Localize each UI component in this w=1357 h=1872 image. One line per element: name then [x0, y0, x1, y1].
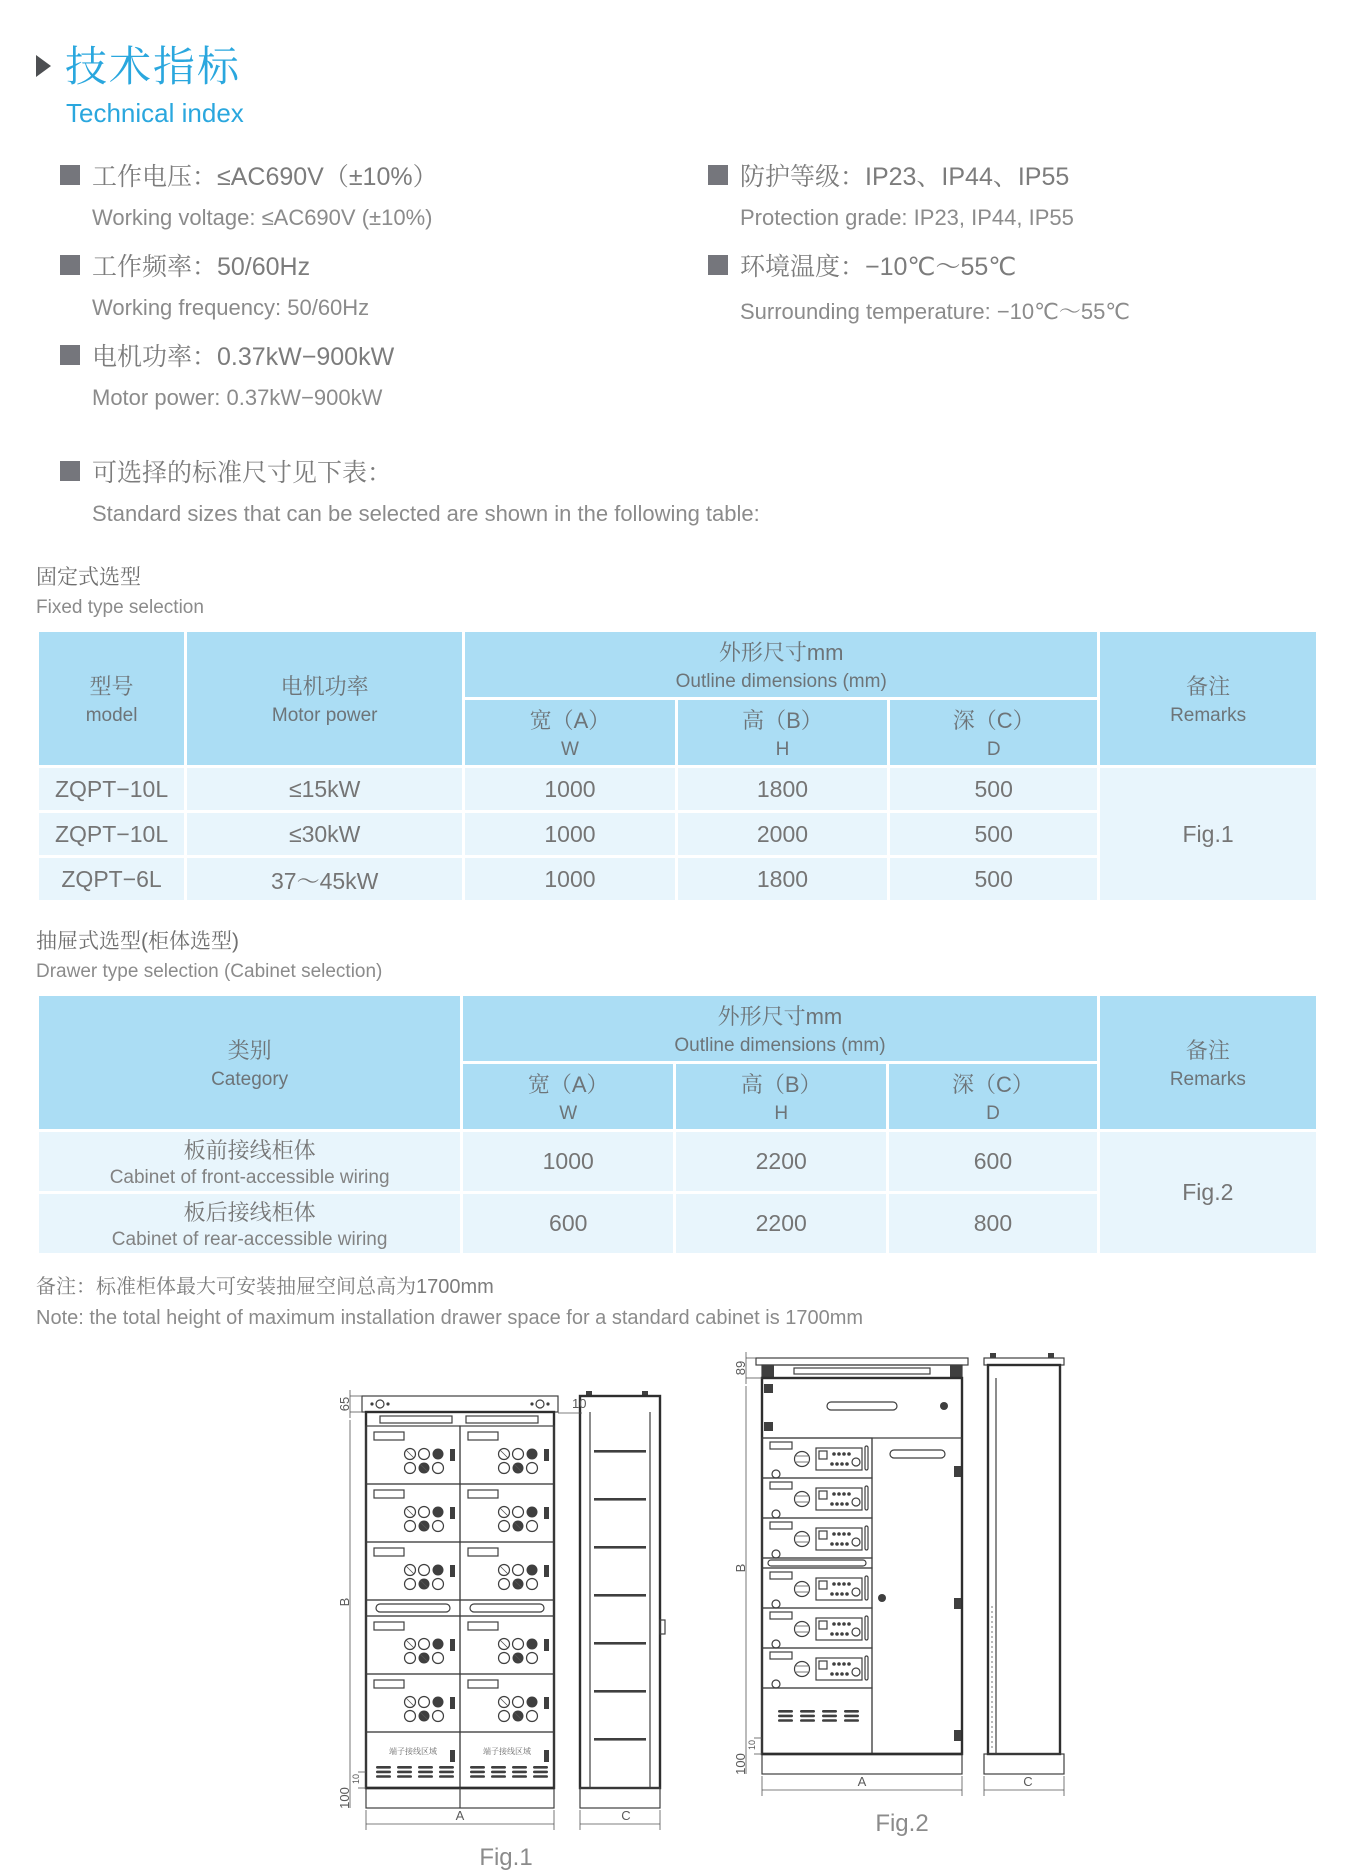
- figures-row: [336, 1346, 1321, 1872]
- cell-remark: Fig.2: [1100, 1132, 1316, 1253]
- section-label-en: Fixed type selection: [36, 597, 204, 618]
- cell-width: 1000: [465, 768, 674, 810]
- bullet-square-icon: [708, 255, 728, 275]
- spec-en-text: Standard sizes that can be selected are shown in the following table:: [92, 501, 760, 526]
- drawer-type-table: [36, 993, 1319, 1256]
- header-zh: 外形尺寸mm: [718, 640, 844, 665]
- spec-list: [36, 157, 1321, 427]
- col-header-depth: [890, 700, 1097, 765]
- fig2-dim-100: 100: [733, 1753, 748, 1775]
- fixed-type-table: [36, 629, 1319, 903]
- header-en: W: [561, 739, 579, 760]
- cell-power: ≤30kW: [187, 813, 462, 855]
- spec-en-text: Surrounding temperature: −10℃～55℃: [740, 299, 1131, 324]
- fig1-drawing: [336, 1380, 676, 1838]
- header-en: Motor power: [271, 705, 378, 726]
- page-title-zh: 技术指标: [65, 43, 242, 90]
- bullet-square-icon: [60, 255, 80, 275]
- header-en: Remarks: [1170, 705, 1247, 726]
- spec-en-text: Working frequency: 50/60Hz: [92, 295, 370, 320]
- fig1-front-view: [362, 1396, 558, 1808]
- fig2-dim-B: B: [733, 1563, 748, 1573]
- col-header-category: [39, 996, 460, 1129]
- spec-en-text: Working voltage: ≤AC690V (±10%): [92, 205, 433, 230]
- table-note: [36, 1270, 1321, 1330]
- header-en: D: [986, 1103, 1000, 1124]
- table-row: [39, 768, 1316, 810]
- header-en: Outline dimensions (mm): [675, 671, 887, 692]
- spec-zh-text: 防护等级：IP23、IP44、IP55: [740, 163, 1070, 191]
- fig1-dim-10-bottom: 10: [351, 1773, 361, 1785]
- spec-surrounding-temperature: [708, 247, 1130, 326]
- fig1-dim-10-top: 10: [572, 1396, 587, 1411]
- header-en: D: [986, 739, 1001, 760]
- spec-zh-text: 可选择的标准尺寸见下表：: [92, 459, 393, 487]
- spec-working-frequency: [60, 247, 684, 321]
- cell-height: 1800: [678, 768, 887, 810]
- spec-zh-text: 工作电压：≤AC690V（±10%）: [92, 163, 438, 191]
- spec-zh-text: 环境温度：−10℃～55℃: [740, 253, 1017, 281]
- col-header-outline-dimensions: [463, 996, 1096, 1061]
- cell-model: ZQPT−10L: [39, 768, 184, 810]
- header-zh: 宽（A）: [529, 708, 611, 733]
- figure-2: [732, 1346, 1072, 1872]
- cell-category: [39, 1132, 460, 1191]
- bullet-square-icon: [60, 461, 80, 481]
- fig2-dim-10: 10: [747, 1739, 757, 1751]
- note-zh: 备注：标准柜体最大可安装抽屉空间总高为1700mm: [36, 1276, 494, 1298]
- fig1-dim-C: C: [621, 1808, 631, 1823]
- col-header-model: [39, 632, 184, 765]
- cell-model: ZQPT−10L: [39, 813, 184, 855]
- cell-depth: 500: [890, 858, 1097, 900]
- section-label-zh: 固定式选型: [36, 566, 141, 589]
- header-zh: 高（B）: [742, 708, 823, 733]
- bullet-square-icon: [60, 165, 80, 185]
- header-en: Outline dimensions (mm): [674, 1035, 886, 1056]
- header-zh: 外形尺寸mm: [717, 1004, 843, 1029]
- fig2-front-view: [756, 1358, 968, 1774]
- cell-depth: 500: [890, 813, 1097, 855]
- header-zh: 电机功率: [280, 674, 369, 699]
- note-en: Note: the total height of maximum installation drawer space for a standard cabinet is 1700mm: [36, 1307, 864, 1329]
- fig2-dim-A: A: [857, 1774, 867, 1789]
- header-zh: 备注: [1185, 1038, 1230, 1063]
- fig1-dim-A: A: [455, 1808, 465, 1823]
- fig1-terminal-label: 端子接线区域: [389, 1747, 437, 1756]
- header-en: H: [775, 739, 790, 760]
- col-header-remarks: [1100, 632, 1316, 765]
- cell-depth: 800: [889, 1194, 1096, 1253]
- category-en: Cabinet of front-accessible wiring: [109, 1167, 390, 1188]
- cell-model: ZQPT−6L: [39, 858, 184, 900]
- category-zh: 板前接线柜体: [183, 1138, 316, 1163]
- col-header-height: [678, 700, 887, 765]
- bullet-square-icon: [708, 165, 728, 185]
- cell-width: 1000: [463, 1132, 673, 1191]
- cell-width: 1000: [465, 858, 674, 900]
- section-arrow-icon: [36, 55, 51, 77]
- spec-column-left: [36, 157, 684, 427]
- header-zh: 深（C）: [951, 1072, 1034, 1097]
- col-header-outline-dimensions: [465, 632, 1097, 697]
- spec-motor-power: [60, 337, 684, 411]
- spec-zh-text: 电机功率：0.37kW−900kW: [92, 343, 395, 371]
- cell-power: 37～45kW: [187, 858, 462, 900]
- page-title-en: Technical index: [66, 98, 244, 128]
- cell-width: 600: [463, 1194, 673, 1253]
- table-row: [39, 1132, 1316, 1191]
- category-en: Cabinet of rear-accessible wiring: [111, 1229, 388, 1250]
- cell-height: 2200: [676, 1132, 886, 1191]
- cell-category: [39, 1194, 460, 1253]
- header-en: W: [559, 1103, 578, 1124]
- section-label-en: Drawer type selection (Cabinet selection): [36, 961, 383, 982]
- spec-working-voltage: [60, 157, 684, 231]
- col-header-width: [465, 700, 674, 765]
- col-header-width: [463, 1064, 673, 1129]
- fig1-dim-65: 65: [337, 1396, 352, 1412]
- spec-zh-text: 工作频率：50/60Hz: [92, 253, 311, 281]
- col-header-motor-power: [187, 632, 462, 765]
- section-label-zh: 抽屉式选型(柜体选型): [36, 930, 239, 953]
- header-en: H: [774, 1103, 789, 1124]
- cell-height: 2000: [678, 813, 887, 855]
- header-zh: 备注: [1186, 674, 1231, 699]
- fig1-dim-B: B: [337, 1597, 352, 1607]
- header-en: Category: [211, 1069, 289, 1090]
- spec-en-text: Protection grade: IP23, IP44, IP55: [740, 205, 1074, 230]
- page-title: [36, 34, 1321, 94]
- cell-height: 1800: [678, 858, 887, 900]
- fig2-side-view: [984, 1353, 1064, 1774]
- fig1-dim-100: 100: [337, 1787, 352, 1809]
- col-header-depth: [889, 1064, 1096, 1129]
- fig2-dim-89: 89: [733, 1360, 748, 1376]
- figure-1: [336, 1380, 676, 1872]
- col-header-height: [676, 1064, 886, 1129]
- drawer-type-section-label: [36, 925, 1321, 983]
- cell-power: ≤15kW: [187, 768, 462, 810]
- spec-en-text: Motor power: 0.37kW−900kW: [92, 385, 383, 410]
- header-zh: 型号: [89, 674, 134, 699]
- fig2-drawing: [732, 1346, 1072, 1804]
- header-en: Remarks: [1169, 1069, 1246, 1090]
- spec-table-intro: [36, 453, 1321, 527]
- fig1-side-view: [580, 1391, 665, 1808]
- cell-height: 2200: [676, 1194, 886, 1253]
- fig1-terminal-label: 端子接线区域: [483, 1747, 531, 1756]
- header-zh: 深（C）: [952, 708, 1035, 733]
- header-zh: 类别: [227, 1038, 272, 1063]
- header-zh: 高（B）: [740, 1072, 822, 1097]
- cell-remark: Fig.1: [1100, 768, 1316, 900]
- fig2-dim-C: C: [1023, 1774, 1033, 1789]
- fig2-caption: Fig.2: [875, 1810, 929, 1837]
- fig2-dimensions: [733, 1352, 1064, 1796]
- fixed-type-section-label: [36, 561, 1321, 619]
- spec-column-right: [684, 157, 1130, 427]
- col-header-remarks: [1100, 996, 1316, 1129]
- fig1-caption: Fig.1: [479, 1844, 533, 1871]
- cell-depth: 500: [890, 768, 1097, 810]
- header-en: model: [85, 705, 138, 726]
- spec-protection-grade: [708, 157, 1130, 231]
- bullet-square-icon: [60, 345, 80, 365]
- cell-depth: 600: [889, 1132, 1096, 1191]
- category-zh: 板后接线柜体: [183, 1200, 316, 1225]
- header-zh: 宽（A）: [527, 1072, 609, 1097]
- cell-width: 1000: [465, 813, 674, 855]
